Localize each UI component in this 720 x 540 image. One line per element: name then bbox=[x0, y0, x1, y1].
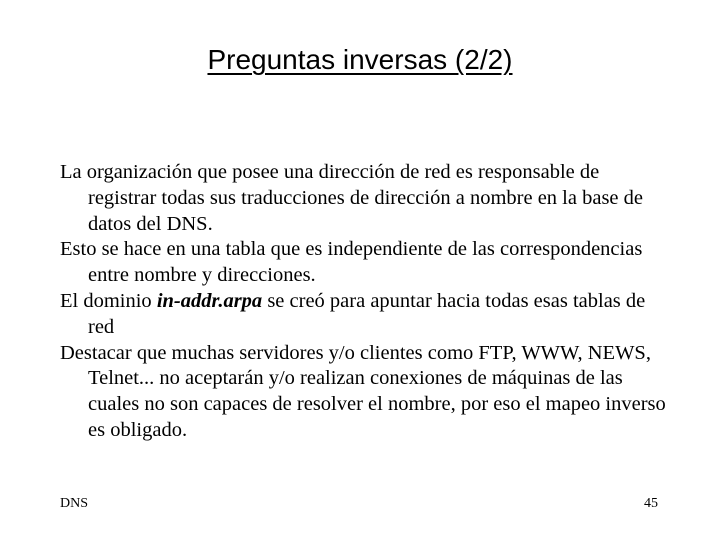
paragraph-4-text: Destacar que muchas servidores y/o clientes como FTP, WWW, NEWS, Telnet... no aceptarán y/o realizan conexiones de máquinas de las cuales no son capaces de resolver el nombre, por eso el mapeo inverso es obligado. bbox=[60, 341, 666, 441]
slide-title: Preguntas inversas (2/2) bbox=[207, 44, 513, 75]
footer-label: DNS bbox=[60, 496, 89, 511]
paragraph-4 bbox=[60, 341, 670, 444]
paragraph-1 bbox=[60, 160, 670, 237]
paragraph-3 bbox=[60, 289, 670, 341]
paragraph-2 bbox=[60, 237, 670, 289]
paragraph-3-text-before: El dominio bbox=[60, 289, 157, 312]
paragraph-2-text: Esto se hace en una tabla que es independiente de las correspondencias entre nombre y direcciones. bbox=[60, 238, 643, 287]
page-number: 45 bbox=[644, 496, 658, 511]
domain-emphasis: in-addr.arpa bbox=[156, 289, 263, 312]
slide-body bbox=[60, 160, 670, 444]
paragraph-3-text-after: se creó para apuntar hacia todas esas tablas de red bbox=[88, 289, 646, 338]
paragraph-1-text: La organización que posee una dirección de red es responsable de registrar todas sus traducciones de dirección a nombre en la base de datos del DNS. bbox=[60, 161, 643, 235]
